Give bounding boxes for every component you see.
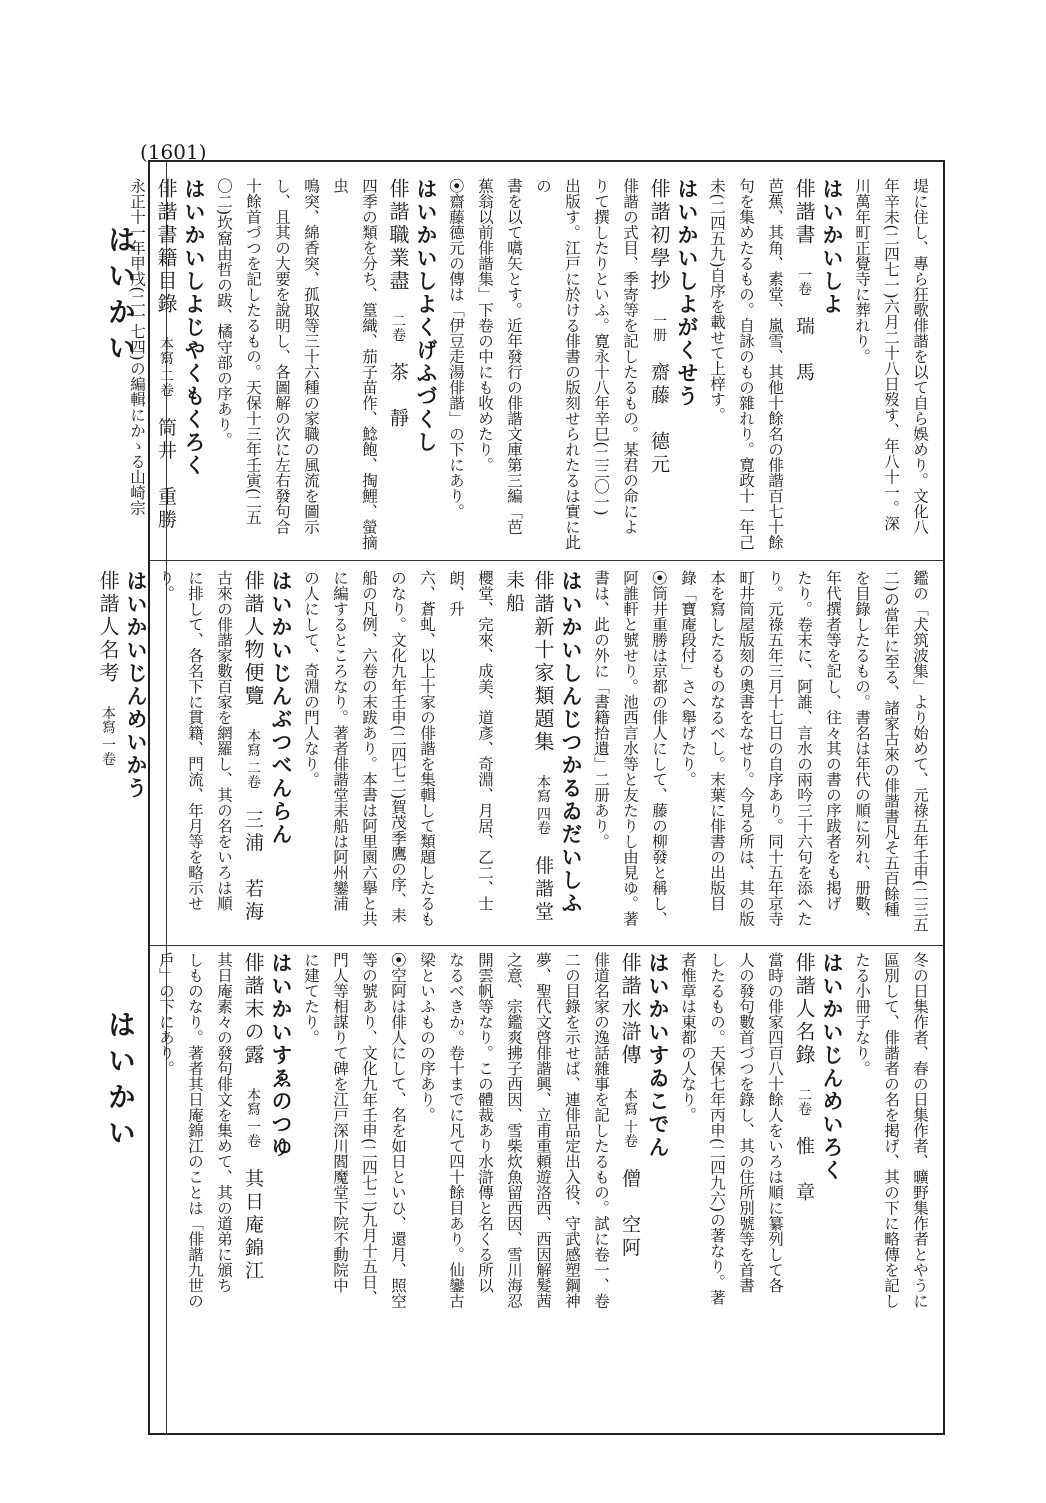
continuation-line: 本を寫したるものなるべし。末葉に俳書の出版目 — [708, 570, 726, 911]
entry-title: 俳諧職業盡 — [386, 178, 410, 293]
running-head-top: はいかい — [104, 225, 137, 369]
entry-volumes: 二卷 — [796, 1087, 812, 1116]
entry-volumes: 本寫 一卷 — [245, 1087, 261, 1148]
entry-heading: はいかいじんめいかう — [124, 570, 149, 800]
entry-author: 齋藤 德元 — [648, 361, 670, 477]
continuation-line: たる小冊子なり。 — [853, 952, 871, 1076]
entry-volumes: 本寫 四卷 — [535, 774, 551, 835]
entry-heading: はいかいしよがくせう — [675, 178, 700, 408]
entry-author: 惟 章 — [793, 1135, 815, 1205]
continuation-line: り。元祿五年三月十七日の自序あり。同十五年京寺 — [766, 570, 784, 927]
entry-title: 俳諧初學抄 — [647, 178, 671, 293]
entry-heading: はいかいすゑのつゆ — [269, 952, 294, 1159]
entry-note-line: ⦿齋藤德元の傳は「伊豆走湯俳諧」の下にあり。 — [447, 178, 465, 520]
continuation-line: 川萬年町正覺寺に葬れり。 — [853, 178, 871, 364]
entry-title-line — [644, 178, 673, 553]
bottom-section-text — [157, 952, 934, 1422]
entry-body-line: 〇二)坎窩由哲の跋、橘守部の序あり。 — [215, 178, 233, 448]
entry-title: 俳諧人名考 — [96, 570, 120, 685]
entry-heading: はいかいしよじやくもくろく — [182, 178, 207, 477]
entry-author: 其日庵錦江 — [242, 1168, 264, 1284]
continuation-line: 鑑の「犬筑波集」より始めて、元祿五年壬申(二三五 — [911, 570, 929, 933]
entry-volumes: 本寫 二卷 — [245, 728, 261, 789]
entry-body-line: 十餘首づつを記したるもの。天保十三年壬寅(二五 — [244, 178, 262, 526]
entry-body-line: 六、蒼虬、以上十家の俳諧を集輯して類題したるも — [418, 570, 436, 927]
entry-heading: はいかいしよくげふづくし — [414, 178, 439, 454]
entry-body-line: りて撰したりといふ。寛永十八年辛巳(二三〇一) — [592, 178, 610, 516]
continuation-line: を目錄したるもの。書名は年代の順に列れ、册數、 — [853, 570, 871, 927]
entry-volumes: 本寫 二卷 — [158, 336, 174, 397]
entry-heading: はいかいじんめいろく — [820, 952, 845, 1182]
section-divider-top — [150, 560, 945, 561]
entry-title: 俳諧書籍目錄 — [154, 178, 178, 316]
entry-title-line — [789, 178, 818, 553]
entry-body-line: 古來の俳諧家數百家を網羅し、其の名をいろは順 — [215, 570, 233, 911]
page-number: (1601) — [140, 140, 207, 164]
entry-body-line: 梁といふものの序あり。 — [418, 952, 436, 1123]
entry-title-line — [151, 178, 180, 553]
entry-body-line: 未(二四五九)自序を載せて上梓す。 — [708, 178, 726, 423]
entry-body-line: 永正十一年甲戌(二一七四)の編輯にかゝる山崎宗 — [128, 178, 146, 516]
entry-body-line: 俳諧の式目、季寄等を記したるもの。某君の命によ — [621, 178, 639, 535]
entry-body-line: 之意、宗鑑爽拂子西因、雪柴炊魚留西因、雪川海忍 — [505, 952, 523, 1309]
continuation-line: 町井筒屋版刻の奧書をなせり。今見る所は、其の版 — [737, 570, 755, 927]
entry-body-line: したるもの。天保七年丙申(二四九六)の著なり。著 — [708, 952, 726, 1306]
entry-author: 三浦 若海 — [242, 809, 264, 925]
continuation-line: 冬の日集作者、春の日集作者、曠野集作者とやうに — [911, 952, 929, 1309]
entry-body-line: 夢、聖代文啓俳諧興、立甫重頼遊洛西、西因解髮茜 — [534, 952, 552, 1309]
entry-body-line: に排して、各名下に貫籍、門流、年月等を略示せり。 — [157, 570, 204, 911]
entry-body-line: 鳴突、綿香突、孤取等三十六種の家職の風流を圖示 — [302, 178, 320, 535]
continuation-line: 錄「寶庵段付」さへ舉げたり。 — [679, 570, 697, 787]
continuation-line: 年辛未(二四七一)六月二十八日歿す、年八十一。深 — [882, 178, 900, 532]
entry-heading: はいかいすゐこでん — [646, 952, 671, 1159]
continuation-line: 阿誰軒と號せり。池西言水等と友たりし由見ゆ。著 — [621, 570, 639, 927]
continuation-line: 二)の當年に至る、諸家古來の俳諧書凡そ五百餘種 — [882, 570, 900, 918]
entry-title: 俳諧人物便覽 — [241, 570, 265, 708]
running-head-bottom: はいかい — [104, 1010, 137, 1154]
entry-body-line: 船の凡例、六卷の末跋あり。本書は阿里園六擧と共 — [360, 570, 378, 927]
entry-title: 俳諧水滸傳 — [618, 952, 642, 1067]
entry-body-line: 書を以て嚆矢とす。近年發行の俳諧文庫第三編「芭 — [505, 178, 523, 535]
entry-heading: はいかいしよ — [820, 178, 845, 316]
entry-body-line: 當時の俳家四百八十餘人をいろは順に纂列して各 — [766, 952, 784, 1293]
continuation-line: 年代撰者等を記し、往々其の書の序跋者をも掲げ — [824, 570, 842, 911]
entry-volumes: 二卷 — [390, 313, 406, 342]
entry-note-line: ⦿空阿は俳人にして、名を如日といひ、還月、照空 — [389, 952, 407, 1309]
entry-body-line: 句を集めたるもの。自詠のもの雜れり。寛政十一年己 — [737, 178, 755, 550]
entry-body-line: なるべきか。卷十までに凡て四十餘目あり。仙鑾古 — [447, 952, 465, 1309]
entry-body-line: 四季の類を分ち、篁織、茄子苗作、鯰飽、掏鯉、螢摘虫 — [331, 178, 378, 550]
entry-body-line: に編するところなり。著者俳諧堂耒船は阿州鑾浦 — [331, 570, 349, 911]
entry-volumes: 本寫 十卷 — [622, 1087, 638, 1148]
entry-note-line: 等の號あり、文化九年壬申(二四七二)九月十五日、 — [360, 952, 378, 1306]
entry-note-line: 門人等相謀りて碑を江戸深川閻魔堂下院不動院中 — [331, 952, 349, 1293]
continuation-line: 堤に住し、專ら狂歌俳諧を以て自ら娛めり。文化八 — [911, 178, 929, 535]
entry-body-line: 俳道名家の逸話雜事を記したるもの。試に卷一、卷 — [592, 952, 610, 1309]
entry-title-line — [238, 952, 267, 1422]
entry-title-line — [383, 178, 412, 553]
entry-body-line: 櫻堂、完來、成美、道彥、奇淵、月居、乙二、士朗、升 — [447, 570, 494, 911]
entry-body-line: 芭蕉、其角、素堂、嵐雪、其他十餘名の俳諧百七十餘 — [766, 178, 784, 550]
entry-body-line: 者惟章は東都の人なり。 — [679, 952, 697, 1123]
entry-body-line: しものなり。著者其日庵錦江のことは「俳諧九世の — [186, 952, 204, 1309]
entry-title-line — [238, 570, 267, 935]
entry-author: 茶 靜 — [387, 361, 409, 431]
entry-title: 俳諧末の露 — [241, 952, 265, 1067]
entry-heading: はいかいしんじつかるゐだいしふ — [559, 570, 584, 915]
entry-body-line: 其日庵素々の發句俳文を集めて、其の道弟に頒ち — [215, 952, 233, 1293]
entry-heading: はいかいじんぶつべんらん — [269, 570, 294, 846]
entry-body-line: 戶」の下にあり。 — [157, 952, 175, 1076]
entry-title: 俳諧人名錄 — [792, 952, 816, 1067]
entry-title-line — [499, 570, 557, 935]
middle-section-text — [96, 570, 934, 935]
continuation-line: ⦿筒井重勝は京都の俳人にして、藤の柳發と稱し、 — [650, 570, 668, 927]
entry-note-line: に建てたり。 — [302, 952, 320, 1045]
entry-author: 俳諧堂耒船 — [503, 570, 554, 925]
entry-body-line: 開雲帆等なり。この體裁あり水滸傳と名くる所以 — [476, 952, 494, 1293]
continuation-line: 書は、此の外に「書籍拾遺」二册あり。 — [592, 570, 610, 849]
entry-body-line: 蕉翁以前俳諧集」下卷の中にも收めたり。 — [476, 178, 494, 473]
entry-title-line — [615, 952, 644, 1422]
entry-author: 僧 空阿 — [619, 1168, 641, 1261]
entry-body-line: 出版す。江戸に於ける俳書の版刻せられたるは實に此の — [534, 178, 581, 550]
entry-title: 俳諧書 — [792, 178, 816, 247]
entry-author: 筒井 重勝 — [155, 417, 177, 533]
entry-volumes: 一卷 — [796, 267, 812, 296]
entry-volumes: 本寫 一卷 — [100, 705, 116, 766]
entry-volumes: 一册 — [651, 313, 667, 342]
entry-body-line: し、且其の大要を說明し、各圖解の次に左右發句合 — [273, 178, 291, 535]
entry-body-line: 人の發句數首づつを錄し、其の住所別號等を首書 — [737, 952, 755, 1293]
entry-title-line — [789, 952, 818, 1422]
entry-author: 瑞 馬 — [793, 315, 815, 385]
entry-title: 俳諧新十家類題集 — [531, 570, 555, 754]
top-section-text — [128, 178, 934, 553]
entry-body-line: 二の目錄を示せば、連俳品定出入役、守武感塑鋼神 — [563, 952, 581, 1309]
entry-title-line — [93, 570, 122, 935]
continuation-line: たり。卷末に、阿誰、言水の兩吟三十六句を添へた — [795, 570, 813, 927]
section-divider-bottom — [150, 945, 945, 946]
continuation-line: 區別して、俳諧者の名を掲げ、其の下に略傳を記し — [882, 952, 900, 1309]
entry-body-line: のなり。文化九年壬申(二四七二)賀茂季鷹の序、耒 — [389, 570, 407, 924]
entry-body-line: の人にして、奇淵の門人なり。 — [302, 570, 320, 787]
